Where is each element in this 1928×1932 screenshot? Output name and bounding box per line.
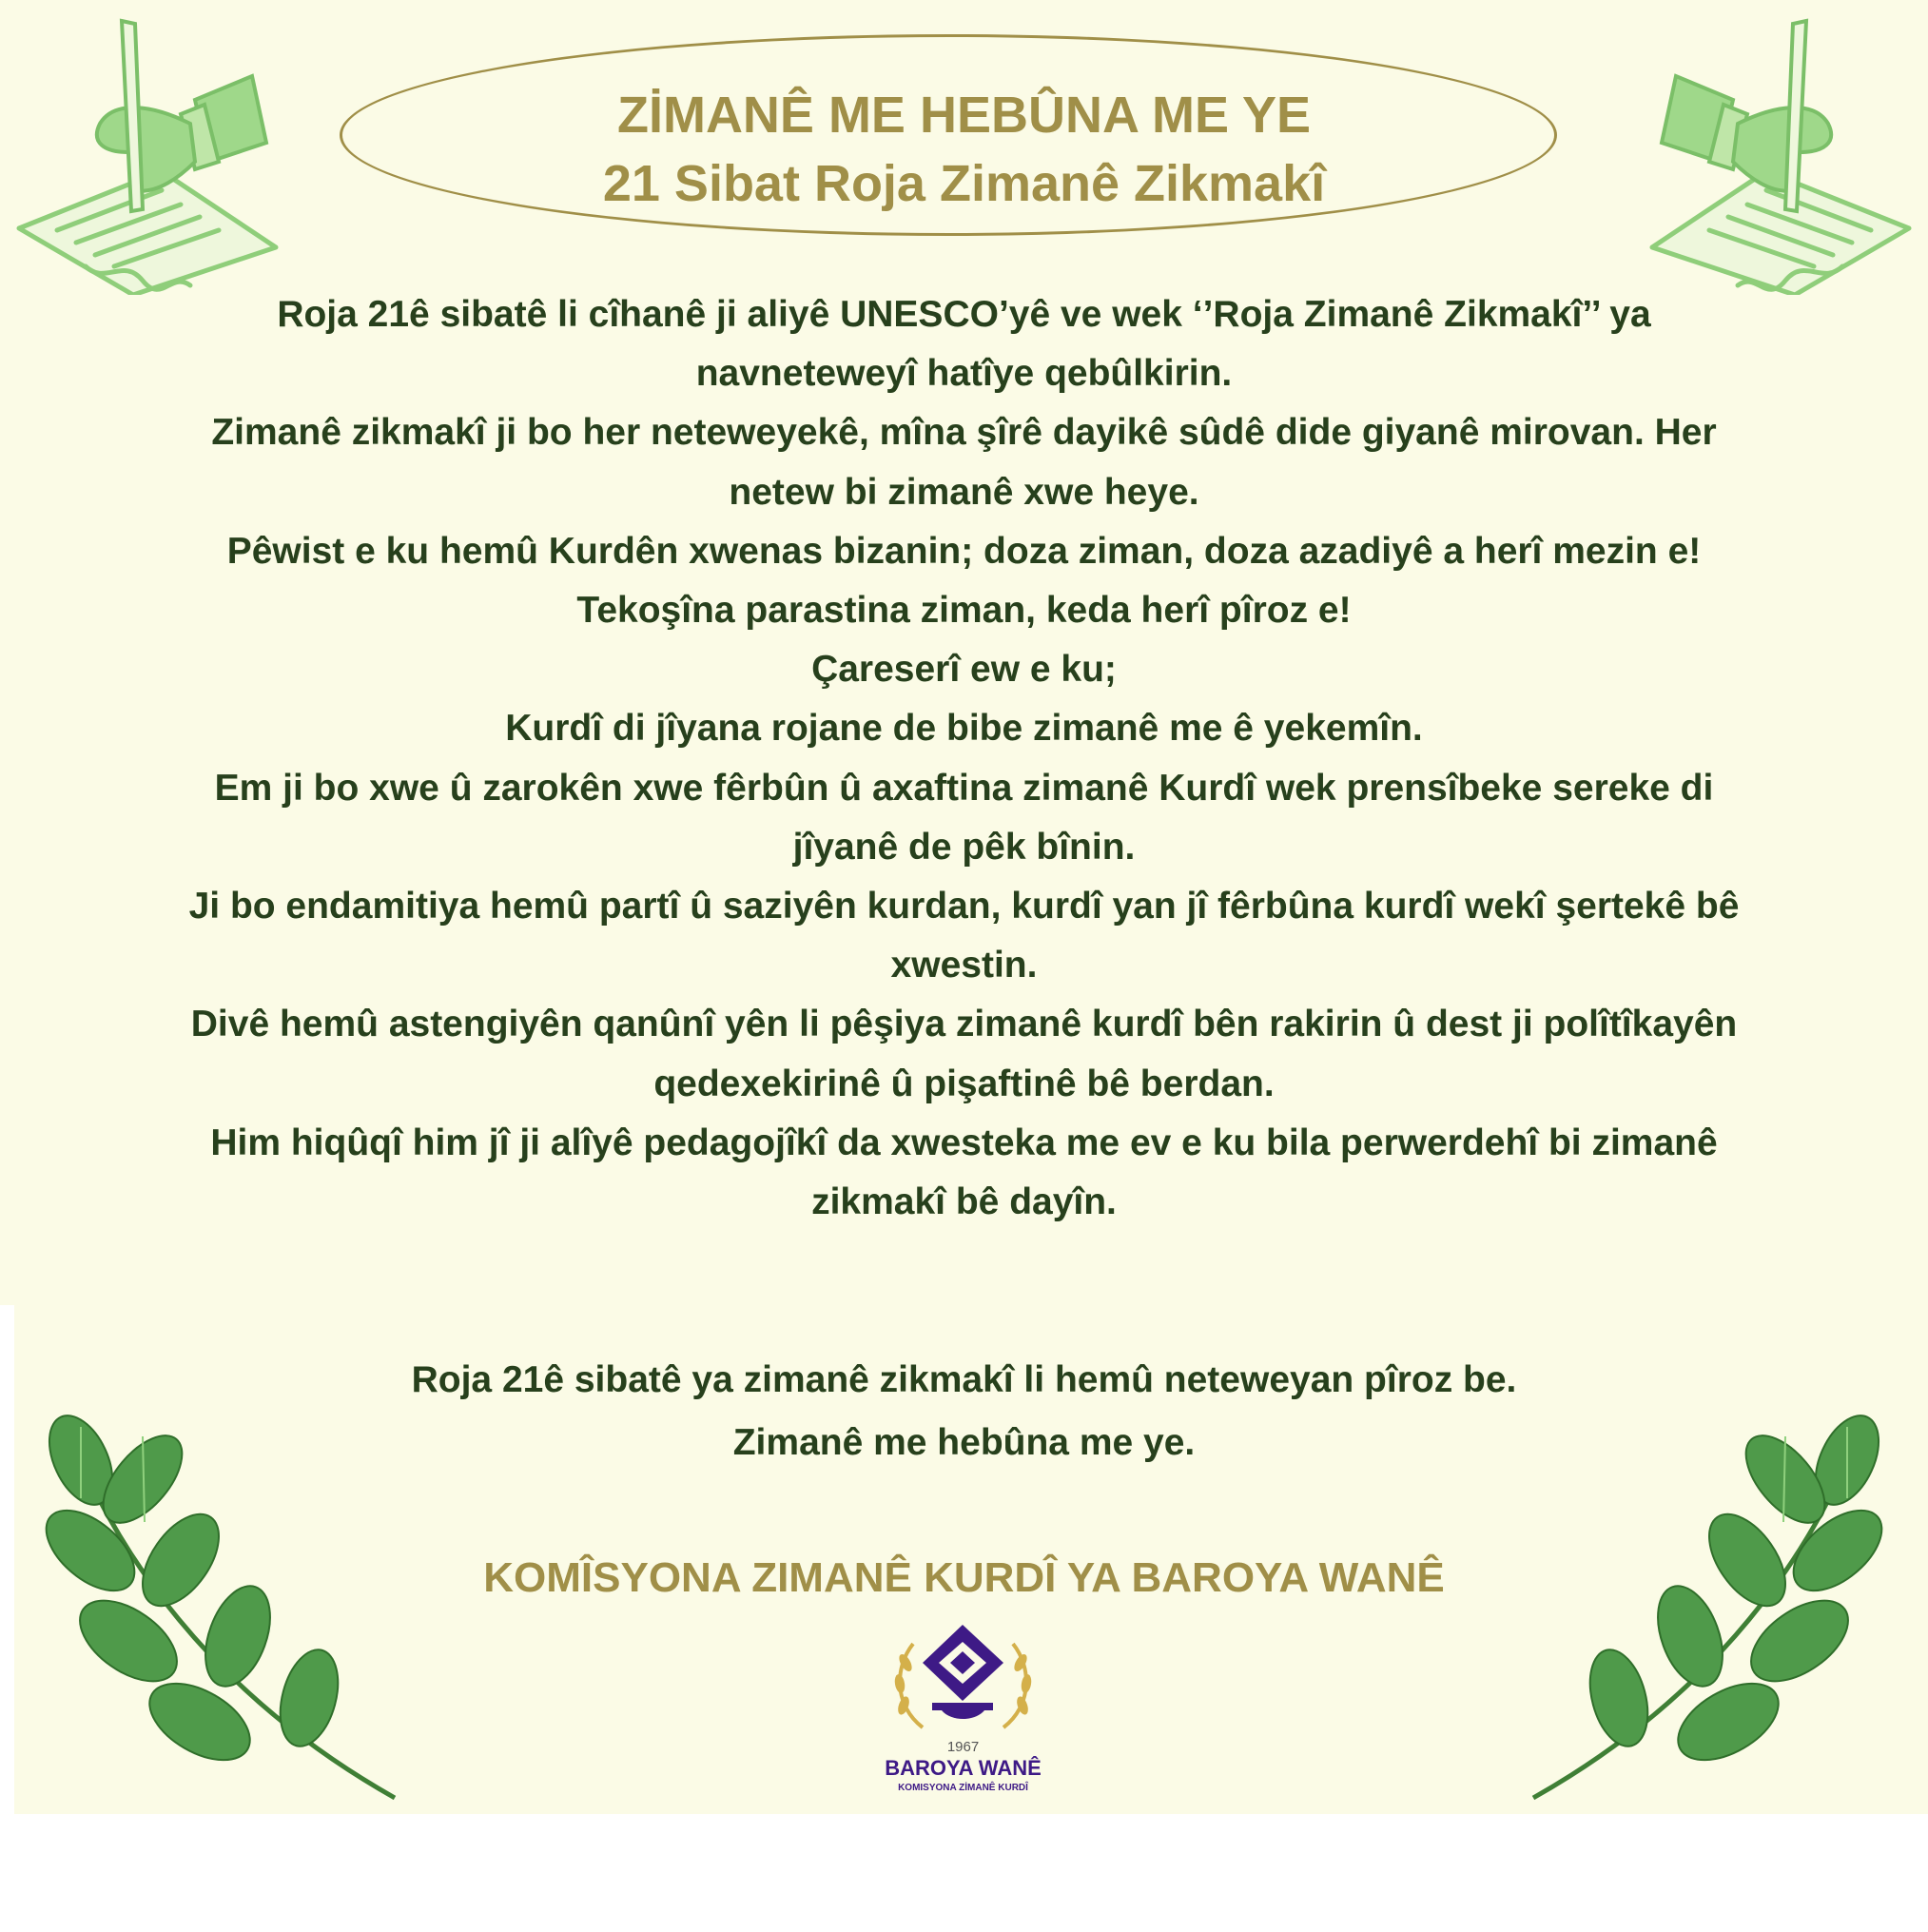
body-line: Tekoşîna parastina ziman, keda herî pîroz e! — [576, 590, 1352, 632]
leaf-branch-icon — [1529, 1408, 1890, 1807]
body-line: Pêwist e ku hemû Kurdên xwenas bizanin; doza ziman, doza azadiyê a herî mezin e! — [226, 530, 1702, 572]
body-line: qedexekirinê û pişaftinê bê berdan. — [653, 1063, 1275, 1104]
closing-line: Zimanê me hebûna me ye. — [732, 1422, 1196, 1463]
body-line: jîyanê de pêk bînin. — [792, 826, 1136, 868]
body-line: Kurdî di jîyana rojane de bibe zimanê me ê yekemîn. — [505, 708, 1423, 750]
closing-line: Roja 21ê sibatê ya zimanê zikmakî li hemû neteweyan pîroz be. — [411, 1359, 1517, 1400]
logo-subtitle: KOMISYONA ZİMANÊ KURDÎ — [898, 1783, 1028, 1793]
organization-name: KOMÎSYONA ZIMANÊ KURDÎ YA BAROYA WANÊ — [483, 1554, 1445, 1601]
body-line: Em ji bo xwe û zarokên xwe fêrbûn û axaftina zimanê Kurdî wek prensîbeke sereke di — [214, 767, 1714, 809]
logo-year: 1967 — [946, 1739, 980, 1755]
leaf-branch-icon — [38, 1408, 399, 1807]
page-title: ZİMANÊ ME HEBÛNA ME YE — [616, 87, 1312, 144]
body-line: Divê hemû astengiyên qanûnî yên li pêşiya zimanê kurdî bên rakirin û dest ji polîtîkayên — [190, 1004, 1738, 1045]
body-line: xwestin. — [890, 945, 1038, 986]
body-line: Ji bo endamitiya hemû partî û saziyên kurdan, kurdî yan jî fêrbûna kurdî wekî şertekê bê — [188, 886, 1740, 927]
body-line: Çareserî ew e ku; — [811, 649, 1117, 691]
bar-association-logo — [885, 1615, 1042, 1802]
body-line: Roja 21ê sibatê li cîhanê ji aliyê UNESCO’yê ve wek ‘’Roja Zimanê Zikmakî’’ ya — [277, 294, 1651, 335]
body-line: navneteweyî hatîye qebûlkirin. — [695, 353, 1233, 395]
hand-writing-icon — [1643, 10, 1928, 295]
body-line: netew bi zimanê xwe heye. — [729, 471, 1199, 513]
page-subtitle: 21 Sibat Roja Zimanê Zikmakî — [602, 155, 1326, 212]
body-line: Him hiqûqî him jî ji alîyê pedagojîkî da xwesteka me ev e ku bila perwerdehî bi zimanê — [210, 1122, 1718, 1163]
message-body — [95, 285, 1833, 1232]
logo-emblem — [885, 1615, 1042, 1739]
logo-name: BAROYA WANÊ — [885, 1756, 1042, 1780]
body-line: zikmakî bê dayîn. — [811, 1181, 1117, 1223]
body-line: Zimanê zikmakî ji bo her neteweyekê, mîna şîrê dayikê sûdê dide giyanê mirovan. Her — [211, 412, 1717, 454]
hand-writing-icon — [0, 10, 285, 295]
